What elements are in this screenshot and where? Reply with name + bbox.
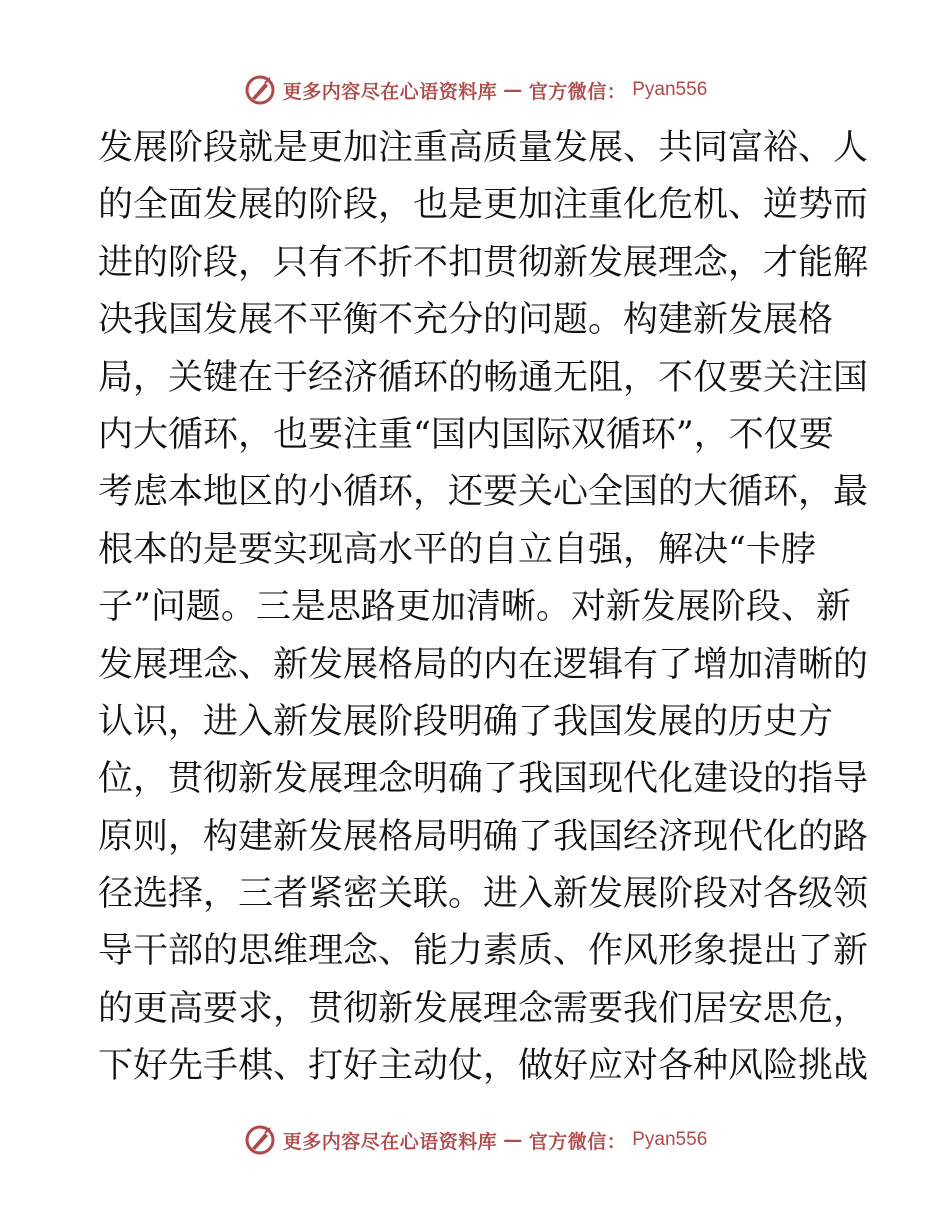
text-line: 发展阶段就是更加注重高质量发展、共同富裕、人 [98, 128, 869, 168]
text-line: 根本的是要实现高水平的自立自强，解决“卡脖 [98, 529, 816, 570]
watermark-dash: — [503, 1129, 523, 1151]
document-body [98, 120, 869, 1096]
watermark-wechat-label: 官方微信： [528, 1130, 627, 1153]
text-line: 考虑本地区的小循环，还要关心全国的大循环，最 [98, 472, 869, 513]
text-line: 认识，进入新发展阶段明确了我国发展的历史方 [98, 701, 834, 742]
header-watermark [0, 70, 950, 110]
watermark-dash: — [503, 79, 523, 101]
quill-logo-icon [243, 73, 277, 107]
text-line: 的全面发展的阶段，也是更加注重化危机、逆势而 [98, 185, 869, 226]
text-line: 局，关键在于经济循环的畅通无阻，不仅要关注国 [98, 357, 869, 398]
text-line: 进的阶段，只有不折不扣贯彻新发展理念，才能解 [98, 242, 869, 283]
footer-watermark [0, 1120, 950, 1160]
watermark-title: 更多内容尽在心语资料库 [282, 1130, 498, 1153]
text-line: 的更高要求，贯彻新发展理念需要我们居安思危， [98, 988, 869, 1029]
quill-logo-icon [243, 1123, 277, 1157]
text-line: 发展理念、新发展格局的内在逻辑有了增加清晰的 [98, 644, 869, 685]
text-line: 下好先手棋、打好主动仗，做好应对各种风险挑战 [98, 1046, 869, 1087]
watermark-wechat-id: Pyan556 [632, 79, 708, 100]
text-line: 子”问题。三是思路更加清晰。对新发展阶段、新 [98, 587, 851, 628]
text-line: 导干部的思维理念、能力素质、作风形象提出了新 [98, 931, 869, 972]
text-line: 内大循环，也要注重“国内国际双循环”，不仅要 [98, 414, 834, 455]
text-line: 径选择，三者紧密关联。进入新发展阶段对各级领 [98, 874, 869, 915]
text-line: 位，贯彻新发展理念明确了我国现代化建设的指导 [98, 759, 869, 800]
text-line: 原则，构建新发展格局明确了我国经济现代化的路 [98, 816, 869, 857]
watermark-title: 更多内容尽在心语资料库 [282, 80, 498, 103]
watermark-wechat-id: Pyan556 [632, 1129, 708, 1150]
text-line: 决我国发展不平衡不充分的问题。构建新发展格 [98, 300, 834, 341]
watermark-wechat-label: 官方微信： [528, 80, 627, 103]
